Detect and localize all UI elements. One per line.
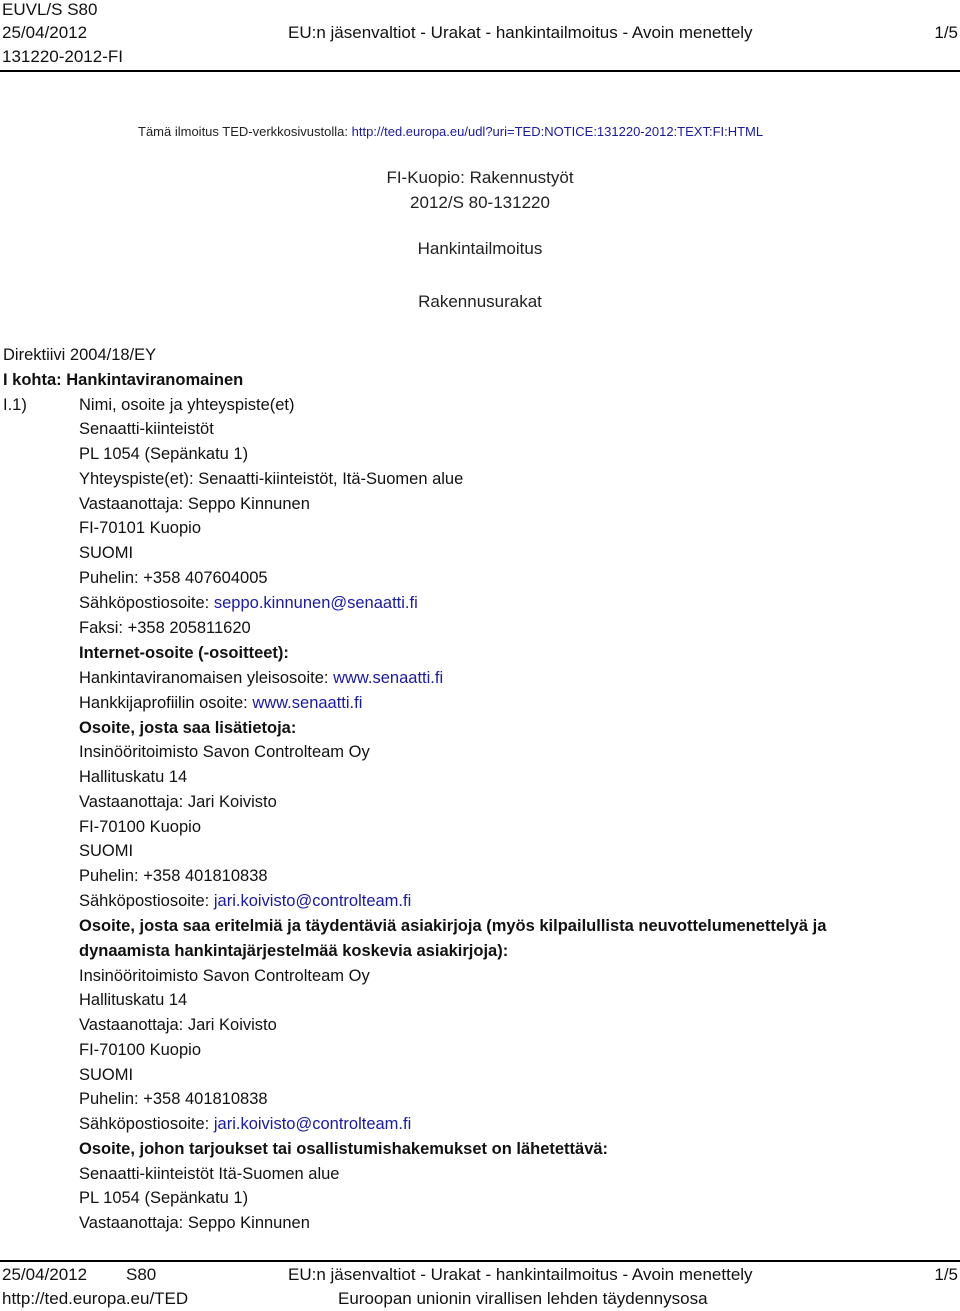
org-country: SUOMI [79, 544, 134, 562]
source-label: Tämä ilmoitus TED-verkkosivustolla: [138, 124, 348, 139]
general-address-link[interactable]: www.senaatti.fi [333, 669, 444, 687]
footer-page-number: 1/5 [934, 1265, 958, 1284]
info-org: Insinööritoimisto Savon Controlteam Oy [79, 743, 370, 761]
source-link[interactable]: http://ted.europa.eu/udl?uri=TED:NOTICE:131220-2012:TEXT:FI:HTML [351, 124, 764, 139]
info-email-label: Sähköpostiosoite: [79, 892, 210, 910]
profile-address-label: Hankkijaprofiilin osoite: [79, 694, 248, 712]
profile-address-line [79, 694, 362, 713]
footer-subtitle: Euroopan unionin virallisen lehden täydennysosa [338, 1289, 708, 1308]
docs-email-link[interactable]: jari.koivisto@controlteam.fi [213, 1115, 412, 1133]
notice-type: Hankintailmoitus [417, 239, 543, 258]
org-contact: Yhteyspiste(et): Senaatti-kiinteistöt, Itä-Suomen alue [79, 470, 464, 488]
tenders-attention: Vastaanottaja: Seppo Kinnunen [79, 1214, 310, 1232]
internet-heading: Internet-osoite (-osoitteet): [79, 644, 289, 662]
notice-subtype: Rakennusurakat [418, 292, 542, 311]
tenders-heading: Osoite, johon tarjoukset tai osallistumishakemukset on lähetettävä: [79, 1140, 609, 1158]
source-line [138, 124, 763, 139]
org-name: Senaatti-kiinteistöt [79, 420, 214, 438]
tenders-postbox: PL 1054 (Sepänkatu 1) [79, 1189, 249, 1207]
docs-country: SUOMI [79, 1066, 134, 1084]
general-address-line [79, 669, 443, 688]
header-title: EU:n jäsenvaltiot - Urakat - hankintailmoitus - Avoin menettely [288, 23, 753, 42]
general-address-label: Hankintaviranomaisen yleisosoite: [79, 669, 329, 687]
footer-rule [0, 1260, 960, 1262]
info-heading: Osoite, josta saa lisätietoja: [79, 719, 297, 737]
footer-ted-link[interactable]: http://ted.europa.eu/TED [2, 1289, 189, 1308]
org-attention: Vastaanottaja: Seppo Kinnunen [79, 495, 310, 513]
docs-heading-line-1: Osoite, josta saa eritelmiä ja täydentäviä asiakirjoja (myös kilpailullista neuvottelumenettelyä ja [79, 917, 827, 935]
org-city: FI-70101 Kuopio [79, 519, 202, 537]
header-date: 25/04/2012 [2, 23, 88, 42]
docs-org: Insinööritoimisto Savon Controlteam Oy [79, 967, 370, 985]
footer-series: S80 [126, 1265, 157, 1284]
header-notice-id: 131220-2012-FI [2, 47, 123, 66]
docs-email-label: Sähköpostiosoite: [79, 1115, 210, 1133]
directive: Direktiivi 2004/18/EY [3, 346, 157, 364]
footer-date: 25/04/2012 [2, 1265, 88, 1284]
docs-street: Hallituskatu 14 [79, 991, 188, 1009]
info-country: SUOMI [79, 842, 134, 860]
header-series: EUVL/S S80 [2, 0, 98, 19]
docs-phone: Puhelin: +358 401810838 [79, 1090, 268, 1108]
header-rule [0, 70, 960, 72]
info-email-line [79, 892, 411, 911]
org-postbox: PL 1054 (Sepänkatu 1) [79, 445, 249, 463]
tenders-org: Senaatti-kiinteistöt Itä-Suomen alue [79, 1165, 340, 1183]
header-page-number: 1/5 [934, 23, 958, 42]
org-email-link[interactable]: seppo.kinnunen@senaatti.fi [213, 594, 418, 612]
info-attention: Vastaanottaja: Jari Koivisto [79, 793, 277, 811]
docs-attention: Vastaanottaja: Jari Koivisto [79, 1016, 277, 1034]
org-phone: Puhelin: +358 407604005 [79, 569, 268, 587]
section-title: I kohta: Hankintaviranomainen [3, 371, 244, 389]
org-email-label: Sähköpostiosoite: [79, 594, 210, 612]
page-footer [0, 1258, 960, 1311]
page-header [0, 0, 960, 72]
section-number: I.1) [3, 396, 27, 414]
profile-address-link[interactable]: www.senaatti.fi [252, 694, 363, 712]
docs-city: FI-70100 Kuopio [79, 1041, 202, 1059]
section-heading: Nimi, osoite ja yhteyspiste(et) [79, 396, 295, 414]
org-email-line [79, 594, 418, 613]
info-city: FI-70100 Kuopio [79, 818, 202, 836]
docs-heading-line-2: dynaamista hankintajärjestelmää koskevia asiakirjoja): [79, 942, 509, 960]
notice-heading: FI-Kuopio: Rakennustyöt [386, 168, 574, 187]
info-phone: Puhelin: +358 401810838 [79, 867, 268, 885]
info-street: Hallituskatu 14 [79, 768, 188, 786]
docs-email-line [79, 1115, 411, 1134]
footer-title: EU:n jäsenvaltiot - Urakat - hankintailmoitus - Avoin menettely [288, 1265, 753, 1284]
notice-number: 2012/S 80-131220 [410, 193, 550, 212]
info-email-link[interactable]: jari.koivisto@controlteam.fi [213, 892, 412, 910]
org-fax: Faksi: +358 205811620 [79, 619, 251, 637]
